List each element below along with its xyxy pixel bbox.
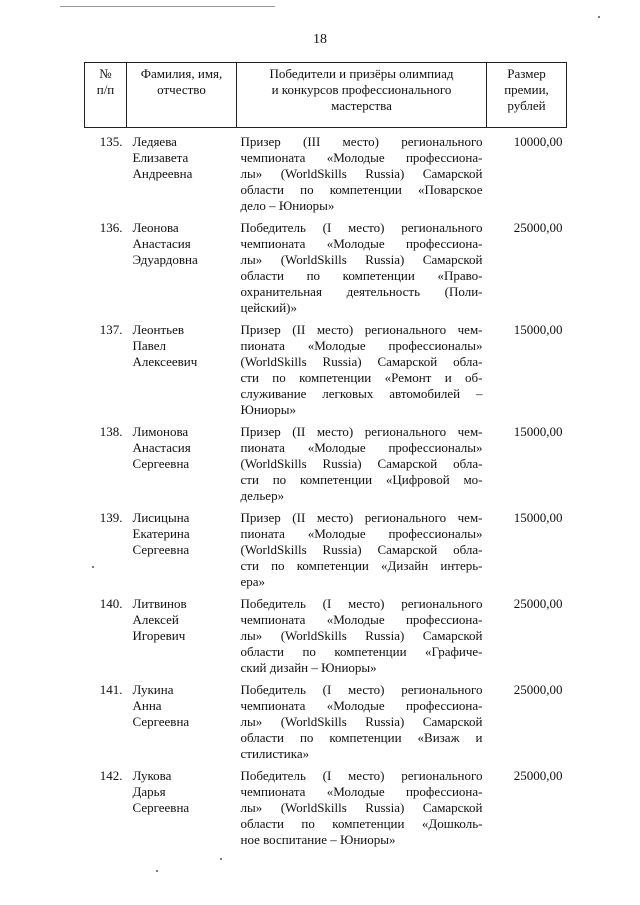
row-prize-amount: 25000,00	[513, 220, 563, 235]
text-line: (WorldSkills Russia) Самарской обла-	[240, 354, 483, 369]
row-full-name	[127, 682, 237, 762]
text-line: пионата «Молодые профессионалы»	[240, 338, 483, 353]
text-line: сти по компетенции «Дизайн интерь-	[240, 558, 483, 573]
text-line: Лукова	[132, 768, 172, 783]
text-line: рублей	[507, 98, 546, 113]
text-line: Победитель (I место) регионального	[240, 596, 483, 611]
text-line: №	[99, 66, 112, 81]
header-full-name	[127, 63, 237, 128]
row-description	[237, 682, 487, 762]
text-line: Победитель (I место) регионального	[240, 220, 483, 235]
text-line: Ледяева	[132, 134, 177, 149]
row-prize-amount: 15000,00	[513, 424, 563, 439]
text-line: п/п	[96, 82, 115, 97]
table-row	[85, 596, 567, 676]
row-description	[237, 424, 487, 504]
row-prize-amount: 25000,00	[513, 682, 563, 697]
text-line: Павел	[132, 338, 166, 353]
text-line: Фамилия, имя,	[140, 66, 223, 81]
row-number: 139.	[99, 510, 123, 525]
text-line: Литвинов	[132, 596, 187, 611]
awards-table	[84, 62, 567, 848]
text-line: Сергеевна	[132, 800, 190, 815]
row-description	[237, 510, 487, 590]
text-line: Леонтьев	[132, 322, 184, 337]
text-line: Размер	[507, 66, 546, 81]
row-full-name	[127, 768, 237, 848]
row-number: 138.	[99, 424, 123, 439]
row-prize-amount: 15000,00	[513, 510, 563, 525]
table-header-row	[85, 63, 567, 128]
row-description	[237, 134, 487, 214]
row-full-name	[127, 134, 237, 214]
text-line: охранительная деятельность (Поли-	[240, 284, 483, 299]
scan-speck	[220, 858, 222, 860]
text-line: Андреевна	[132, 166, 193, 181]
text-line: Победитель (I место) регионального	[240, 768, 483, 783]
text-line: цейский)»	[240, 300, 298, 315]
table-row	[85, 768, 567, 848]
row-full-name	[127, 220, 237, 316]
row-number: 141.	[99, 682, 123, 697]
table-row	[85, 424, 567, 504]
text-line: Победитель (I место) регионального	[240, 682, 483, 697]
page-number: 18	[313, 32, 327, 47]
row-description	[237, 322, 487, 418]
row-full-name	[127, 424, 237, 504]
text-line: Алексеевич	[132, 354, 198, 369]
text-line: лы» (WorldSkills Russia) Самарской	[240, 628, 483, 643]
text-line: премии,	[504, 82, 549, 97]
text-line: пионата «Молодые профессионалы»	[240, 526, 483, 541]
text-line: Леонова	[132, 220, 179, 235]
text-line: Анастасия	[132, 236, 191, 251]
text-line: служивание легковых автомобилей –	[240, 386, 483, 401]
text-line: Сергеевна	[132, 456, 190, 471]
header-description	[237, 63, 487, 128]
text-line: стилистика»	[240, 746, 310, 761]
row-prize-amount: 10000,00	[513, 134, 563, 149]
text-line: Сергеевна	[132, 714, 190, 729]
text-line: Екатерина	[132, 526, 190, 541]
table-row	[85, 322, 567, 418]
text-line: Сергеевна	[132, 542, 190, 557]
row-prize-amount: 25000,00	[513, 768, 563, 783]
text-line: области по компетенции «Графиче-	[240, 644, 483, 659]
row-prize-amount: 15000,00	[513, 322, 563, 337]
text-line: чемпионата «Молодые профессиона-	[240, 784, 483, 799]
text-line: лы» (WorldSkills Russia) Самарской	[240, 252, 483, 267]
text-line: (WorldSkills Russia) Самарской обла-	[240, 542, 483, 557]
text-line: Призер (II место) регионального чем-	[240, 424, 483, 439]
text-line: чемпионата «Молодые профессиона-	[240, 698, 483, 713]
text-line: чемпионата «Молодые профессиона-	[240, 612, 483, 627]
text-line: области по компетенции «Дошколь-	[240, 816, 483, 831]
row-number: 135.	[99, 134, 123, 149]
table-row	[85, 682, 567, 762]
text-line: мастерства	[331, 98, 392, 113]
text-line: Призер (II место) регионального чем-	[240, 322, 483, 337]
text-line: Лукина	[132, 682, 174, 697]
top-rule	[60, 6, 275, 7]
text-line: лы» (WorldSkills Russia) Самарской	[240, 800, 483, 815]
text-line: лы» (WorldSkills Russia) Самарской	[240, 714, 483, 729]
text-line: ский дизайн – Юниоры»	[240, 660, 377, 675]
text-line: Игоревич	[132, 628, 186, 643]
row-full-name	[127, 596, 237, 676]
text-line: Лимонова	[132, 424, 189, 439]
text-line: области по компетенции «Визаж и	[240, 730, 483, 745]
text-line: (WorldSkills Russia) Самарской обла-	[240, 456, 483, 471]
scan-speck	[156, 870, 158, 872]
row-prize-amount: 25000,00	[513, 596, 563, 611]
row-number: 140.	[99, 596, 123, 611]
text-line: сти по компетенции «Цифровой мо-	[240, 472, 483, 487]
text-line: дело – Юниоры»	[240, 198, 335, 213]
row-full-name	[127, 322, 237, 418]
text-line: области по компетенции «Поварское	[240, 182, 483, 197]
text-line: Победители и призёры олимпиад	[269, 66, 454, 81]
row-number: 136.	[99, 220, 123, 235]
text-line: ное воспитание – Юниоры»	[240, 832, 396, 847]
text-line: Юниоры»	[240, 402, 297, 417]
text-line: отчество	[157, 82, 206, 97]
text-line: Елизавета	[132, 150, 189, 165]
row-number: 137.	[99, 322, 123, 337]
table-row	[85, 220, 567, 316]
header-prize-amount	[487, 63, 567, 128]
row-description	[237, 220, 487, 316]
text-line: лы» (WorldSkills Russia) Самарской	[240, 166, 483, 181]
text-line: Лисицына	[132, 510, 190, 525]
text-line: Дарья	[132, 784, 166, 799]
scan-speck	[598, 16, 600, 18]
row-full-name	[127, 510, 237, 590]
text-line: Анна	[132, 698, 162, 713]
table-body	[85, 128, 567, 849]
text-line: Анастасия	[132, 440, 191, 455]
text-line: области по компетенции «Право-	[240, 268, 483, 283]
row-number: 142.	[99, 768, 123, 783]
text-line: Призер (II место) регионального чем-	[240, 510, 483, 525]
row-description	[237, 596, 487, 676]
text-line: сти по компетенции «Ремонт и об-	[240, 370, 483, 385]
text-line: Призер (III место) регионального	[240, 134, 483, 149]
header-number	[85, 63, 127, 128]
text-line: пионата «Молодые профессионалы»	[240, 440, 483, 455]
text-line: ера»	[240, 574, 266, 589]
text-line: чемпионата «Молодые профессиона-	[240, 150, 483, 165]
row-description	[237, 768, 487, 848]
table-row	[85, 510, 567, 590]
text-line: и конкурсов профессионального	[271, 82, 452, 97]
text-line: чемпионата «Молодые профессиона-	[240, 236, 483, 251]
text-line: Алексей	[132, 612, 179, 627]
text-line: Эдуардовна	[132, 252, 198, 267]
scan-speck	[92, 566, 94, 568]
table-row	[85, 134, 567, 214]
text-line: дельер»	[240, 488, 285, 503]
